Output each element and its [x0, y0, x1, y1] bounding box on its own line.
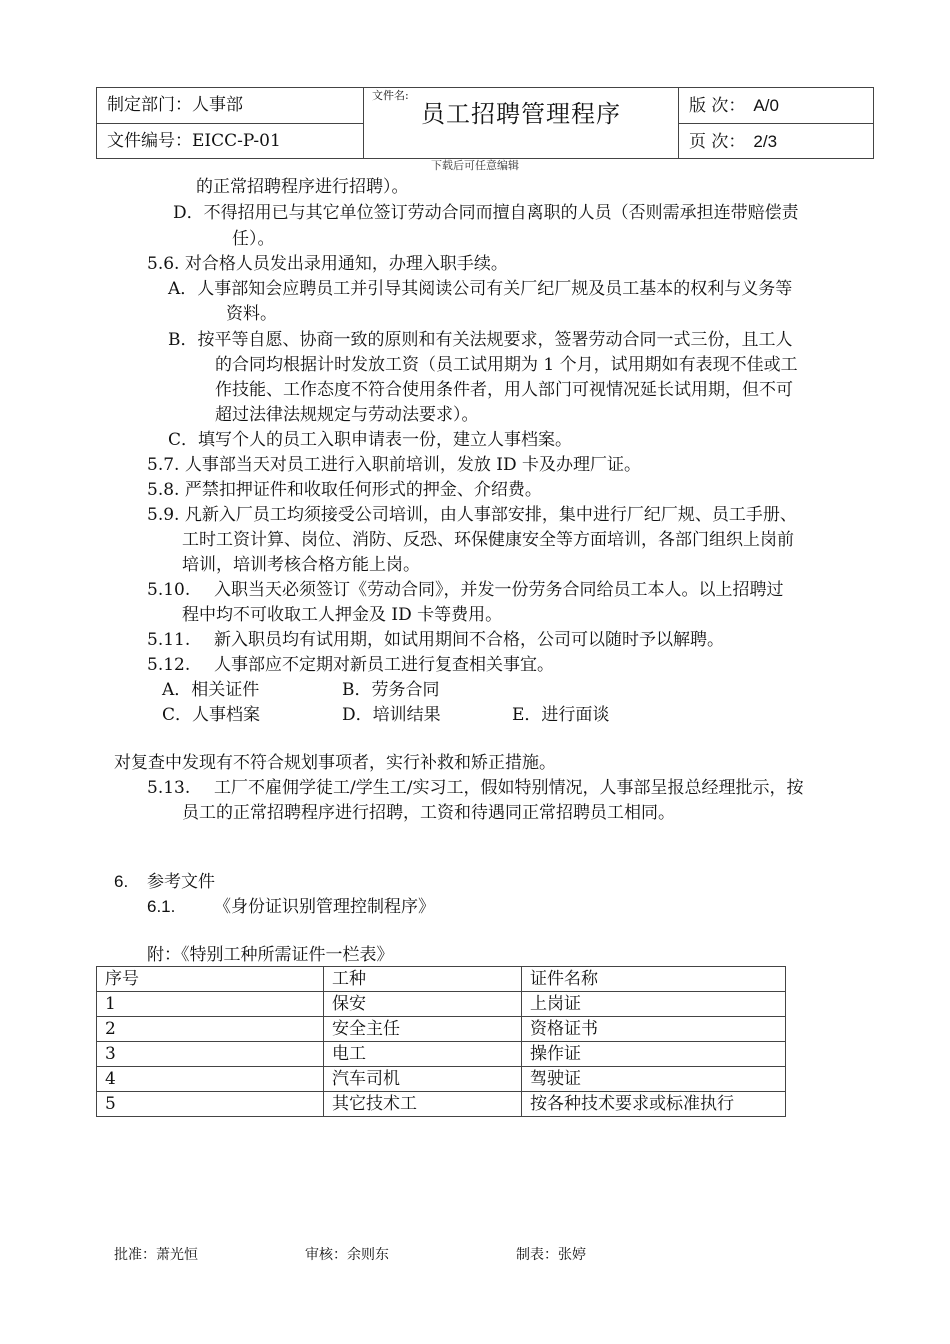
version-cell — [679, 88, 874, 124]
certificate-table — [96, 966, 786, 1117]
table-cell: 资格证书 — [522, 1017, 786, 1042]
table-header-cell: 证件名称 — [522, 967, 786, 992]
body-line: 程中均不可收取工人押金及 ID 卡等费用。 — [182, 605, 503, 625]
table-cell: 保安 — [324, 992, 522, 1017]
table-cell: 其它技术工 — [324, 1092, 522, 1117]
table-cell: 1 — [97, 992, 324, 1017]
table-cell: 驾驶证 — [522, 1067, 786, 1092]
clause-5-10-number: 5.10. — [147, 580, 191, 600]
option-c: C．人事档案 — [162, 705, 261, 725]
table-header-row — [97, 967, 786, 992]
doc-number: 文件编号：EICC-P-01 — [107, 131, 281, 151]
table-cell: 5 — [97, 1092, 324, 1117]
option-d: D．培训结果 — [342, 705, 441, 725]
file-name-cell — [364, 88, 679, 159]
body-line: 的合同均根据计时发放工资（员工试用期为 1 个月，试用期如有表现不佳或工 — [215, 355, 798, 375]
option-b: B．劳务合同 — [342, 680, 440, 700]
version-label: 版 次： — [689, 96, 746, 116]
table-row — [97, 1067, 786, 1092]
body-line: C．填写个人的员工入职申请表一份，建立人事档案。 — [168, 430, 573, 450]
table-cell: 4 — [97, 1067, 324, 1092]
table-cell: 操作证 — [522, 1042, 786, 1067]
page-value: 2/3 — [753, 132, 778, 151]
page-cell — [679, 124, 874, 159]
table-header-cell: 工种 — [324, 967, 522, 992]
doc-number-cell — [97, 124, 364, 159]
body-line: 工时工资计算、岗位、消防、反恐、环保健康安全等方面培训，各部门组织上岗前 — [182, 530, 794, 550]
option-e: E．进行面谈 — [512, 705, 610, 725]
table-cell: 2 — [97, 1017, 324, 1042]
section-6-1-text: 《身份证识别管理控制程序》 — [214, 897, 435, 917]
table-cell: 汽车司机 — [324, 1067, 522, 1092]
clause-5-11-text: 新入职员均有试用期，如试用期间不合格，公司可以随时予以解聘。 — [214, 630, 724, 650]
section-6-1-number: 6.1. — [147, 897, 176, 916]
clause-5-12-text: 人事部应不定期对新员工进行复查相关事宜。 — [214, 655, 554, 675]
option-a: A．相关证件 — [162, 680, 260, 700]
body-line: 的正常招聘程序进行招聘）。 — [196, 177, 409, 197]
appendix-title: 附：《特别工种所需证件一栏表》 — [147, 945, 394, 965]
table-cell: 上岗证 — [522, 992, 786, 1017]
table-header-cell: 序号 — [97, 967, 324, 992]
body-line: 作技能、工作态度不符合使用条件者，用人部门可视情况延长试用期，但不可 — [215, 380, 793, 400]
body-line: A．人事部知会应聘员工并引导其阅读公司有关厂纪厂规及员工基本的权利与义务等 — [168, 279, 793, 299]
body-line: 对复查中发现有不符合规划事项者，实行补救和矫正措施。 — [114, 753, 556, 773]
body-line: 超过法律法规规定与劳动法要求）。 — [215, 405, 479, 425]
table-cell: 3 — [97, 1042, 324, 1067]
reviewed-by: 审核：余则东 — [305, 1247, 389, 1263]
clause-5-7: 5.7. 人事部当天对员工进行入职前培训，发放 ID 卡及办理厂证。 — [147, 455, 641, 475]
table-row — [97, 1017, 786, 1042]
body-line: 员工的正常招聘程序进行招聘，工资和待遇同正常招聘员工相同。 — [182, 803, 675, 823]
document-title: 员工招聘管理程序 — [421, 100, 621, 128]
section-6-number: 6. — [114, 872, 129, 891]
watermark-text: 下载后可任意编辑 — [431, 159, 519, 172]
body-line: 资料。 — [226, 304, 277, 324]
table-cell: 按各种技术要求或标准执行 — [522, 1092, 786, 1117]
body-line: B．按平等自愿、协商一致的原则和有关法规要求，签署劳动合同一式三份，且工人 — [168, 330, 793, 350]
dept-cell: 制定部门：人事部 — [97, 88, 364, 124]
approved-by: 批准：萧光恒 — [114, 1247, 198, 1263]
table-row — [97, 1092, 786, 1117]
document-header — [96, 87, 874, 159]
section-6-title: 参考文件 — [147, 872, 215, 892]
table-row — [97, 1042, 786, 1067]
clause-5-8: 5.8. 严禁扣押证件和收取任何形式的押金、介绍费。 — [147, 480, 542, 500]
body-line: 培训，培训考核合格方能上岗。 — [182, 555, 420, 575]
page-label: 页 次： — [689, 132, 746, 152]
clause-5-13-number: 5.13. — [147, 778, 191, 798]
clause-5-12-number: 5.12. — [147, 655, 191, 675]
clause-5-10-text: 入职当天必须签订《劳动合同》，并发一份劳务合同给员工本人。以上招聘过 — [214, 580, 784, 600]
file-name-label: 文件名: — [372, 89, 409, 102]
table-row — [97, 992, 786, 1017]
table-cell: 安全主任 — [324, 1017, 522, 1042]
clause-5-9: 5.9. 凡新入厂员工均须接受公司培训，由人事部安排，集中进行厂纪厂规、员工手册、 — [147, 505, 797, 525]
clause-5-13-text: 工厂不雇佣学徒工/学生工/实习工，假如特别情况，人事部呈报总经理批示，按 — [214, 778, 804, 798]
prepared-by: 制表：张婷 — [516, 1247, 586, 1263]
version-value: A/0 — [753, 96, 779, 115]
clause-5-11-number: 5.11. — [147, 630, 191, 650]
clause-5-6: 5.6. 对合格人员发出录用通知，办理入职手续。 — [147, 254, 508, 274]
body-line: 任）。 — [232, 229, 275, 249]
body-line: D．不得招用已与其它单位签订劳动合同而擅自离职的人员（否则需承担连带赔偿责 — [173, 203, 799, 223]
table-cell: 电工 — [324, 1042, 522, 1067]
